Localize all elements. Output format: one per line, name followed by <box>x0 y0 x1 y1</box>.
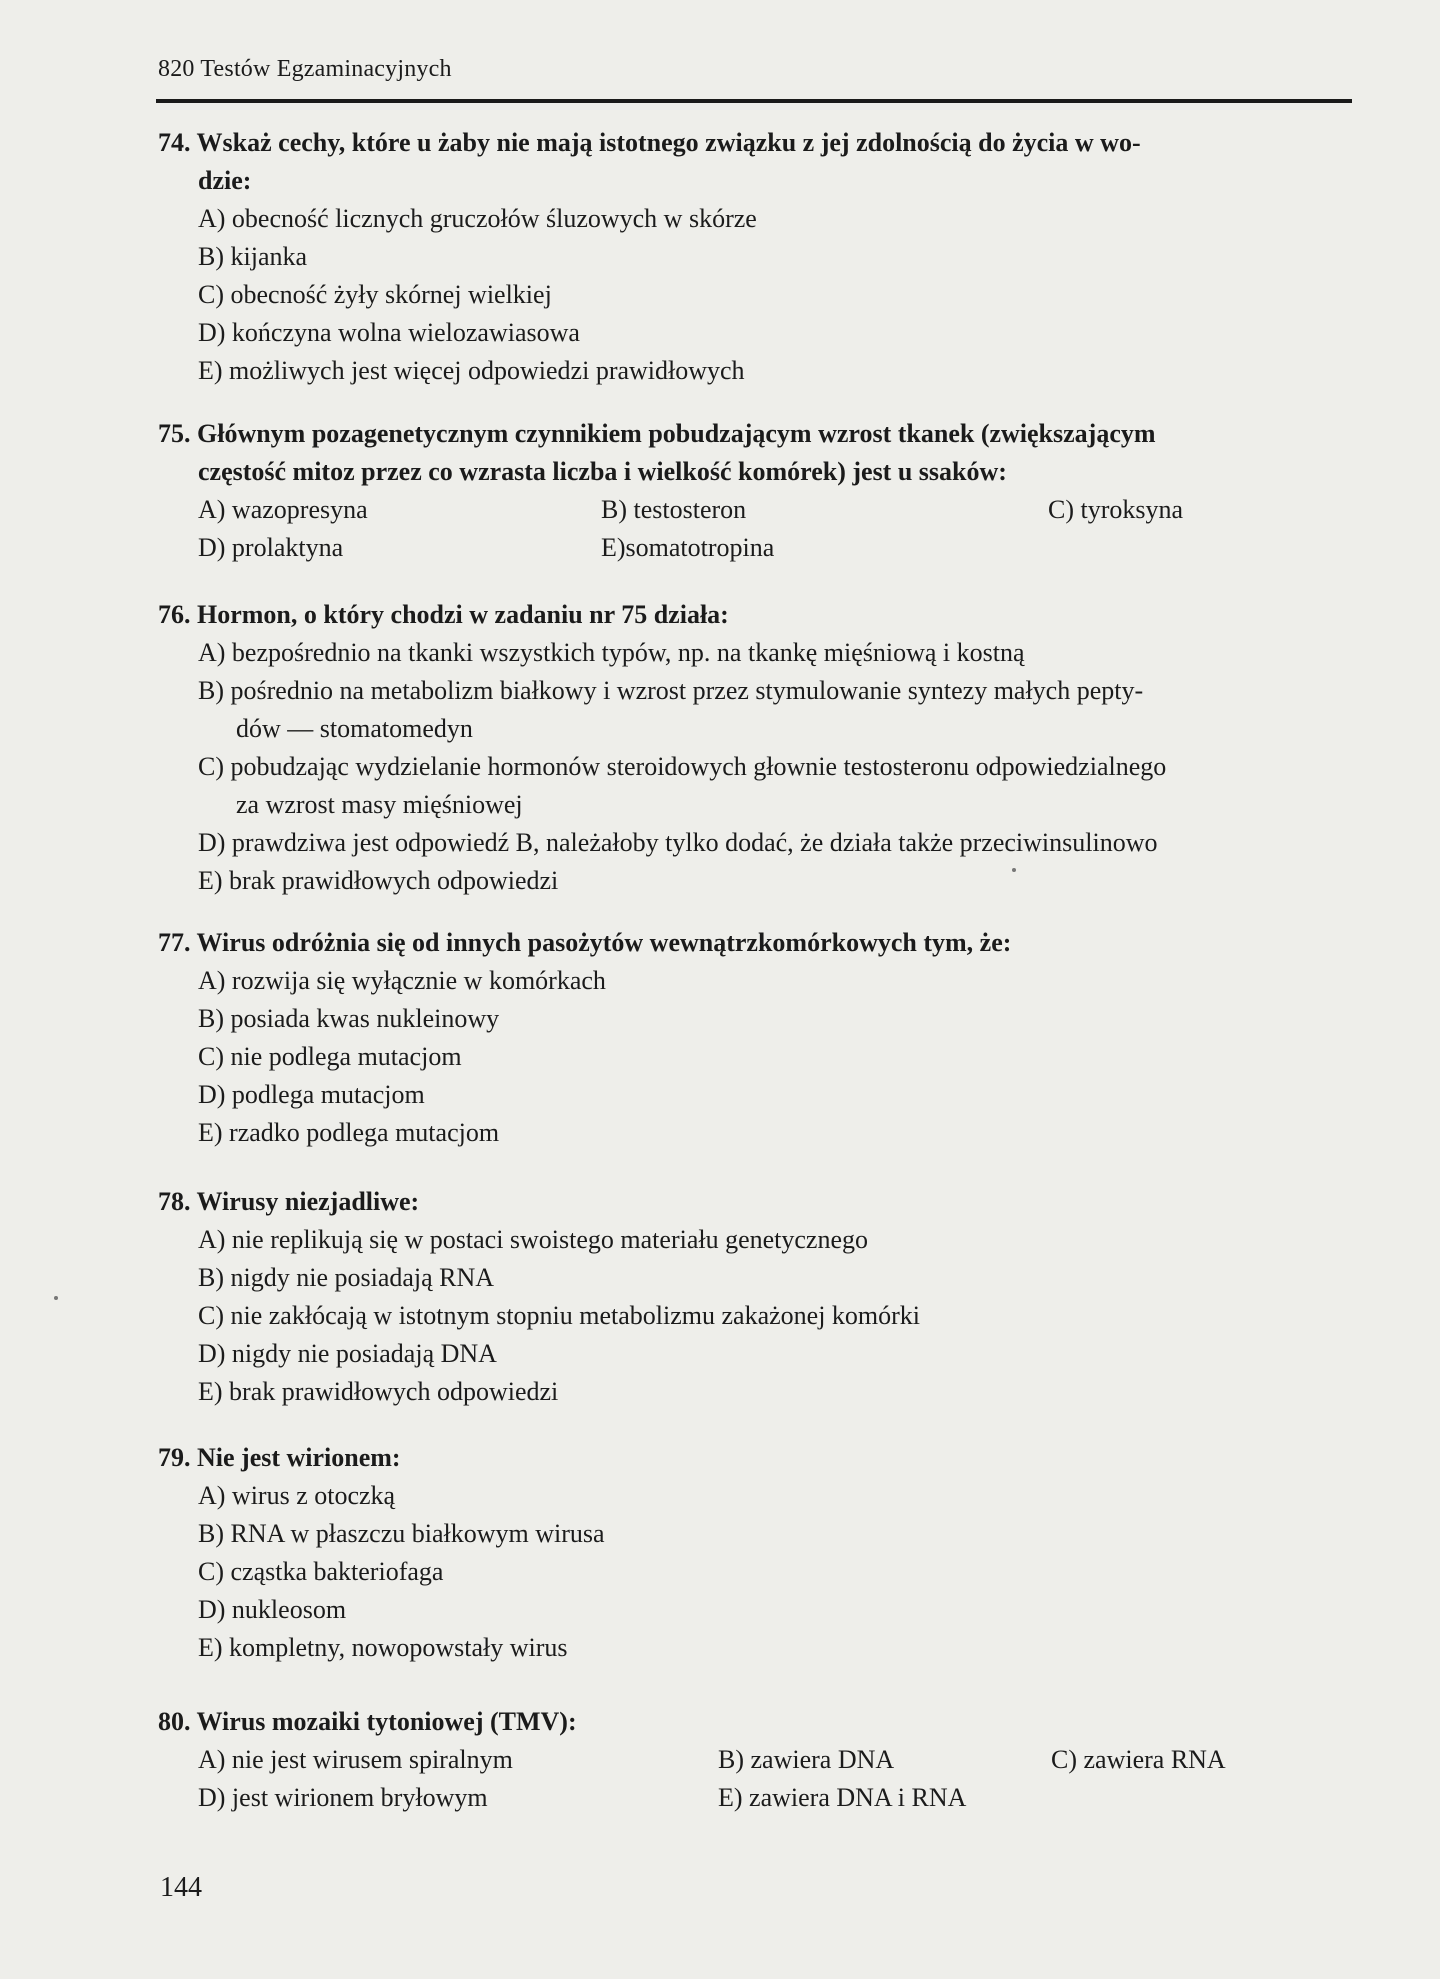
question-79 <box>158 1439 1353 1667</box>
options-row-2 <box>158 1779 1353 1817</box>
options-row-1 <box>158 491 1353 529</box>
question-title: 76. Hormon, o który chodzi w zadaniu nr 75 działa: <box>158 600 729 629</box>
option-d: D) jest wirionem bryłowym <box>198 1783 488 1812</box>
question-74 <box>158 124 1353 390</box>
question-75 <box>158 415 1353 567</box>
option-e: E) brak prawidłowych odpowiedzi <box>198 1377 559 1406</box>
option-a: A) wirus z otoczką <box>198 1481 396 1510</box>
question-title: 80. Wirus mozaiki tytoniowej (TMV): <box>158 1707 577 1736</box>
option-e: E) brak prawidłowych odpowiedzi <box>198 866 559 895</box>
question-title: 77. Wirus odróżnia się od innych pasożytów wewnątrzkomórkowych tym, że: <box>158 928 1012 957</box>
option-b: B) RNA w płaszczu białkowym wirusa <box>198 1519 605 1548</box>
option-c: C) pobudzając wydzielanie hormonów steroidowych głownie testosteronu odpowiedzialnego za wzrost masy mięśniowej <box>198 752 1167 819</box>
question-78 <box>158 1183 1353 1411</box>
question-title: 74. Wskaż cechy, które u żaby nie mają istotnego związku z jej zdolnością do życia w wo- dzie: <box>158 128 1141 195</box>
option-c: C) obecność żyły skórnej wielkiej <box>198 280 552 309</box>
question-title: 79. Nie jest wirionem: <box>158 1443 401 1472</box>
option-b: B) posiada kwas nukleinowy <box>198 1004 500 1033</box>
option-a: A) bezpośrednio na tkanki wszystkich typów, np. na tkankę mięśniową i kostną <box>198 638 1025 667</box>
option-d: D) nukleosom <box>198 1595 347 1624</box>
option-c: C) cząstka bakteriofaga <box>198 1557 444 1586</box>
option-d: D) nigdy nie posiadają DNA <box>198 1339 497 1368</box>
option-e: E) zawiera DNA i RNA <box>718 1783 967 1812</box>
option-b: B) kijanka <box>198 242 308 271</box>
option-a: A) rozwija się wyłącznie w komórkach <box>198 966 606 995</box>
option-a: A) nie jest wirusem spiralnym <box>198 1745 513 1774</box>
option-e: E)somatotropina <box>601 533 775 562</box>
question-76 <box>158 596 1353 900</box>
header-rule <box>156 99 1352 103</box>
question-title: 78. Wirusy niezjadliwe: <box>158 1187 420 1216</box>
option-b: B) nigdy nie posiadają RNA <box>198 1263 495 1292</box>
option-c: C) nie zakłócają w istotnym stopniu metabolizmu zakażonej komórki <box>198 1301 921 1330</box>
options-row-1 <box>158 1741 1353 1779</box>
question-80 <box>158 1703 1353 1817</box>
option-b: B) zawiera DNA <box>718 1745 895 1774</box>
option-c: C) zawiera RNA <box>1051 1745 1226 1774</box>
question-77 <box>158 924 1353 1152</box>
option-a: A) nie replikują się w postaci swoistego materiału genetycznego <box>198 1225 869 1254</box>
option-c: C) tyroksyna <box>1048 495 1184 524</box>
option-d: D) kończyna wolna wielozawiasowa <box>198 318 580 347</box>
option-d: D) podlega mutacjom <box>198 1080 425 1109</box>
options-row-2 <box>158 529 1353 567</box>
option-b: B) testosteron <box>601 495 747 524</box>
scan-speck <box>54 1296 58 1300</box>
scan-speck <box>1012 868 1016 872</box>
question-title: 75. Głównym pozagenetycznym czynnikiem pobudzającym wzrost tkanek (zwiększającym częstość mitoz przez co wzrasta liczba i wielkość komórek) jest u ssaków: <box>158 419 1156 486</box>
option-c: C) nie podlega mutacjom <box>198 1042 462 1071</box>
option-e: E) możliwych jest więcej odpowiedzi prawidłowych <box>198 356 745 385</box>
option-b: B) pośrednio na metabolizm białkowy i wzrost przez stymulowanie syntezy małych pepty- dów — stomatomedyn <box>198 676 1144 743</box>
running-header: 820 Testów Egzaminacyjnych <box>158 56 452 82</box>
option-a: A) wazopresyna <box>198 495 368 524</box>
option-e: E) kompletny, nowopowstały wirus <box>198 1633 568 1662</box>
option-a: A) obecność licznych gruczołów śluzowych w skórze <box>198 204 757 233</box>
option-e: E) rzadko podlega mutacjom <box>198 1118 500 1147</box>
option-d: D) prawdziwa jest odpowiedź B, należałoby tylko dodać, że działa także przeciwinsulinowo <box>198 828 1158 857</box>
option-d: D) prolaktyna <box>198 533 344 562</box>
page-number: 144 <box>160 1872 202 1903</box>
